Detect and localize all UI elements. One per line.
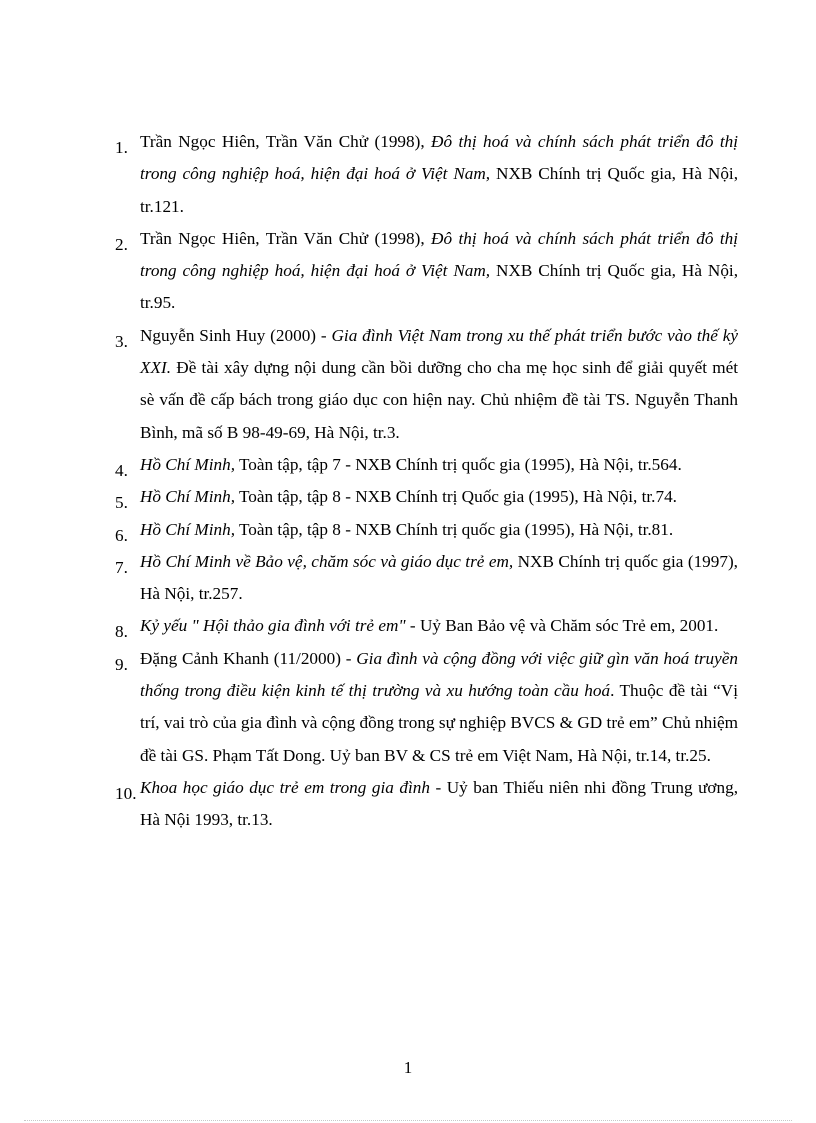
reference-text: Đề tài xây dựng nội dung cần bồi dưỡng cho cha mẹ học sinh để giải quyết mét sè vấn đề cấp bách trong giáo dục con hiện nay. Chủ nhiệm đề tài TS. Nguyễn Thanh Bình, mã số B 98-49-69, Hà Nội, tr.3. xyxy=(140,358,738,442)
reference-title-italic: Khoa học giáo dục trẻ em trong gia đình xyxy=(140,777,430,797)
reference-item xyxy=(115,514,738,546)
reference-number: 10. xyxy=(115,783,137,803)
page-number: 1 xyxy=(403,1058,413,1077)
reference-number: 3. xyxy=(115,331,128,351)
reference-number: 8. xyxy=(115,622,128,642)
reference-text: Toàn tập, tập 8 - NXB Chính trị quốc gia (1995), Hà Nội, tr.81. xyxy=(235,519,674,539)
page-bottom-rule xyxy=(24,1120,792,1121)
reference-list xyxy=(115,126,738,837)
reference-number: 4. xyxy=(115,460,128,480)
reference-title-italic: Hồ Chí Minh, xyxy=(140,487,236,507)
reference-title-italic: Gia đình và cộng đồng với việc giữ gìn văn hoá truyền thống trong điều kiện kinh tế thị trường và xu hướng toàn cầu hoá xyxy=(140,648,738,701)
reference-text: NXB Chính trị Quốc gia, Hà Nội, tr.121. xyxy=(140,164,738,216)
reference-item xyxy=(115,772,738,837)
reference-item xyxy=(115,643,738,772)
reference-text: . Thuộc đề tài “Vị trí, vai trò của gia đình và cộng đồng trong sự nghiệp BVCS & GD trẻ em” Chủ nhiệm đề tài GS. Phạm Tất Dong. Uỷ ban BV & CS trẻ em Việt Nam, Hà Nội, tr.14, tr.25. xyxy=(140,681,738,765)
reference-text: Trần Ngọc Hiên, Trần Văn Chử (1998), xyxy=(140,132,432,151)
reference-number: 5. xyxy=(115,493,128,513)
reference-number: 6. xyxy=(115,525,128,545)
reference-title-italic: Đô thị hoá và chính sách phát triển đô thị trong công nghiệp hoá, hiện đại hoá ở Việt Nam, xyxy=(140,228,738,281)
reference-title-italic: Hồ Chí Minh, xyxy=(140,454,236,474)
reference-item xyxy=(115,320,738,449)
reference-text: - Uỷ ban Thiếu niên nhi đồng Trung ương, Hà Nội 1993, tr.13. xyxy=(140,777,738,830)
reference-title-italic: Hồ Chí Minh về Bảo vệ, chăm sóc và giáo dục trẻ em, xyxy=(140,551,514,571)
reference-number: 1. xyxy=(115,138,128,157)
reference-text: Trần Ngọc Hiên, Trần Văn Chử (1998), xyxy=(140,228,432,248)
reference-number: 7. xyxy=(115,557,128,577)
reference-text: Nguyễn Sinh Huy (2000) - xyxy=(140,325,332,345)
reference-text: Toàn tập, tập 7 - NXB Chính trị quốc gia (1995), Hà Nội, tr.564. xyxy=(235,454,682,474)
reference-text: Toàn tập, tập 8 - NXB Chính trị Quốc gia (1995), Hà Nội, tr.74. xyxy=(235,487,677,507)
reference-title-italic: Hồ Chí Minh, xyxy=(140,519,236,539)
reference-text: NXB Chính trị Quốc gia, Hà Nội, tr.95. xyxy=(140,261,738,313)
reference-item xyxy=(115,449,738,481)
reference-item xyxy=(115,610,738,642)
reference-item xyxy=(115,481,738,513)
reference-item xyxy=(115,546,738,611)
reference-number: 9. xyxy=(115,654,128,674)
reference-item xyxy=(115,223,738,320)
reference-text: Đặng Cảnh Khanh (11/2000) - xyxy=(140,648,357,668)
reference-title-italic: Gia đình Việt Nam trong xu thế phát triển bước vào thế kỷ XXI. xyxy=(140,325,738,378)
reference-title-italic: Kỷ yếu " Hội thảo gia đình với trẻ em" xyxy=(140,616,406,636)
reference-item xyxy=(115,126,738,223)
reference-text: NXB Chính trị quốc gia (1997), Hà Nội, tr.257. xyxy=(140,551,738,604)
reference-title-italic: Đô thị hoá và chính sách phát triển đô thị trong công nghiệp hoá, hiện đại hoá ở Việt Nam, xyxy=(140,132,738,184)
reference-text: - Uỷ Ban Bảo vệ và Chăm sóc Trẻ em, 2001. xyxy=(405,616,719,636)
reference-number: 2. xyxy=(115,234,128,254)
